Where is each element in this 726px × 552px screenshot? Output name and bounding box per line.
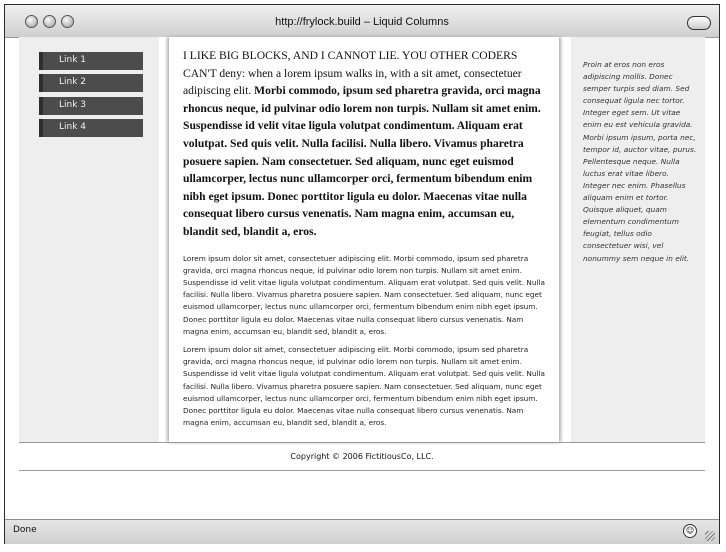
status-face-icon: ☺ — [683, 524, 697, 538]
nav-link-label: Link 1 — [59, 55, 87, 65]
nav-link-1[interactable] — [39, 52, 143, 70]
window-title: http://frylock.build – Liquid Columns — [275, 16, 449, 28]
nav-link-2[interactable] — [39, 74, 143, 92]
browser-window — [4, 4, 720, 544]
nav-link-3[interactable] — [39, 97, 143, 115]
status-bar — [5, 519, 719, 544]
page-content — [19, 37, 705, 518]
nav-link-label: Link 3 — [59, 100, 87, 110]
left-nav-column — [19, 37, 159, 442]
footer-copyright: Copyright © 2006 FictitiousCo, LLC. — [290, 452, 434, 461]
lead-paragraph — [183, 47, 545, 241]
main-column — [169, 37, 559, 442]
nav-link-label: Link 4 — [59, 122, 87, 132]
sidebar-text: Proin at eros non eros adipiscing mollis. Donec semper turpis sed diam. Sed consequat ligula nec tortor. Integer eget sem. Ut vitae enim eu est vehicula gravida. Morbi ipsum ipsum, porta nec, tempor id, auctor vitae, purus. Pellentesque neque. Nulla luctus erat vitae libero. Integer nec enim. Phasellus aliquam enim et tortor. Quisque aliquet, quam elementum condimentum feugiat, tellus odio consectetuer wisi, vel nonummy sem neque in elit. — [583, 60, 697, 263]
resize-grip-icon[interactable] — [705, 531, 715, 541]
lead-intro: I LIKE BIG BLOCKS, AND I CANNOT LIE. YOU OTHER CODERS CAN'T deny: when a lorem ipsum walks in, with a sit amet, consectetuer adipiscing elit. — [183, 49, 522, 98]
footer-top-divider — [19, 442, 705, 443]
right-sidebar-column — [571, 37, 705, 442]
nav-link-4[interactable] — [39, 119, 143, 137]
toolbar-toggle-button[interactable] — [687, 16, 711, 30]
body-paragraph-2: Lorem ipsum dolor sit amet, consectetuer adipiscing elit. Morbi commodo, ipsum sed pharetra gravida, orci magna rhoncus neque, id pulvinar odio lorem non turpis. Nullam sit amet enim. Suspendisse id velit vitae ligula volutpat condimentum. Aliquam erat volutpat. Sed quis velit. Nulla facilisi. Nulla libero. Vivamus pharetra posuere sapien. Nam consectetuer. Sed aliquam, nunc eget euismod ullamcorper, lectus nunc ullamcorper orci, fermentum bibendum enim nibh eget ipsum. Donec porttitor ligula eu dolor. Maecenas vitae nulla consequat libero cursus venenatis. Nam magna enim, accumsan eu, blandit sed, blandit a, eros. — [183, 344, 545, 428]
nav-link-label: Link 2 — [59, 77, 87, 87]
lead-body: Morbi commodo, ipsum sed pharetra gravida, orci magna rhoncus neque, id pulvinar odio lorem non turpis. Nullam sit amet enim. Suspendisse id velit vitae ligula volutpat condimentum. Aliquam erat volutpat. Sed quis velit. Nulla facilisi. Nulla libero. Vivamus pharetra posuere sapien. Nam consectetuer. Sed aliquam, nunc eget euismod ullamcorper, lectus nunc ullamcorper orci, fermentum bibendum enim nibh eget ipsum. Donec porttitor ligula eu dolor. Maecenas vitae nulla consequat libero cursus venenatis. Nam magna enim, accumsan eu, blandit sed, blandit a, eros. — [183, 84, 541, 238]
body-paragraph-1: Lorem ipsum dolor sit amet, consectetuer adipiscing elit. Morbi commodo, ipsum sed pharetra gravida, orci magna rhoncus neque, id pulvinar odio lorem non turpis. Nullam sit amet enim. Suspendisse id velit vitae ligula volutpat condimentum. Aliquam erat volutpat. Sed quis velit. Nulla facilisi. Nulla libero. Vivamus pharetra posuere sapien. Nam consectetuer. Sed aliquam, nunc eget euismod ullamcorper, lectus nunc ullamcorper orci, fermentum bibendum enim nibh eget ipsum. Donec porttitor ligula eu dolor. Maecenas vitae nulla consequat libero cursus venenatis. Nam magna enim, accumsan eu, blandit sed, blandit a, eros. — [183, 253, 545, 336]
footer-bottom-divider — [19, 470, 705, 471]
status-text: Done — [13, 525, 37, 535]
title-bar[interactable] — [5, 5, 719, 38]
